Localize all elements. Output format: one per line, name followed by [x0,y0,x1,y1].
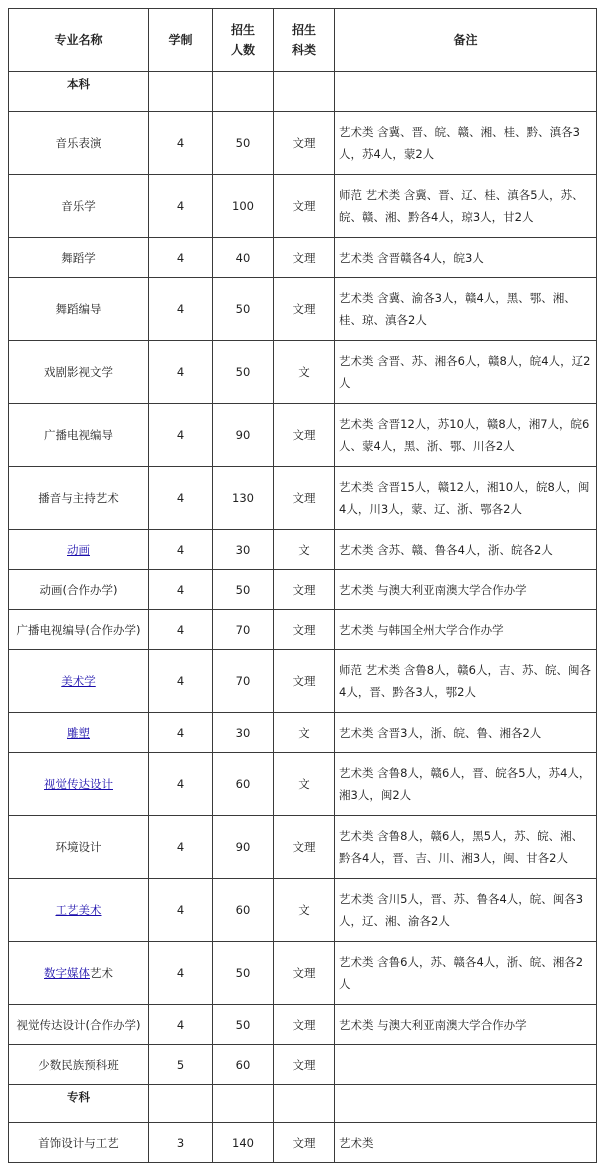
note-cell: 艺术类 含晋15人，赣12人，湘10人，皖8人，闽4人，川3人，蒙、辽、浙、鄂各2人 [335,467,597,530]
quota-cell: 70 [213,610,274,650]
major-name: 动画(合作办学) [9,570,149,610]
table-row [9,570,597,610]
subject-cell: 文 [274,713,335,753]
years-cell: 4 [149,175,213,238]
quota-cell: 30 [213,530,274,570]
years-cell: 4 [149,530,213,570]
note-cell: 师范 艺术类 含鲁8人，赣6人，吉、苏、皖、闽各4人，晋、黔各3人，鄂2人 [335,650,597,713]
admissions-table [8,8,597,1163]
subject-cell: 文理 [274,610,335,650]
major-name-suffix: 艺术 [90,966,113,980]
quota-cell: 60 [213,753,274,816]
subject-cell: 文 [274,530,335,570]
major-name [9,879,149,942]
quota-cell: 60 [213,879,274,942]
major-name [9,650,149,713]
empty-cell [335,1085,597,1123]
years-cell: 4 [149,942,213,1005]
subject-cell: 文理 [274,816,335,879]
years-cell: 4 [149,713,213,753]
subject-cell: 文理 [274,1123,335,1163]
note-cell: 艺术类 含鲁8人，赣6人，黑5人，苏、皖、湘、黔各4人，晋、吉、川、湘3人，闽、甘各2人 [335,816,597,879]
years-cell: 4 [149,1005,213,1045]
table-row [9,650,597,713]
major-link[interactable]: 工艺美术 [55,903,102,917]
major-link[interactable]: 视觉传达设计 [44,777,113,791]
years-cell: 4 [149,112,213,175]
major-link[interactable]: 美术学 [61,674,96,688]
table-row [9,816,597,879]
note-cell: 艺术类 与澳大利亚南澳大学合作办学 [335,1005,597,1045]
years-cell: 4 [149,570,213,610]
major-name [9,753,149,816]
section-label: 专科 [9,1085,149,1123]
table-row [9,713,597,753]
note-cell: 艺术类 含晋、苏、湘各6人，赣8人，皖4人，辽2人 [335,341,597,404]
quota-cell: 70 [213,650,274,713]
table-row [9,112,597,175]
subject-cell: 文理 [274,175,335,238]
major-link[interactable]: 动画 [67,542,90,557]
note-cell: 艺术类 含冀、渝各3人，赣4人，黑、鄂、湘、桂、琼、滇各2人 [335,278,597,341]
note-cell: 艺术类 含苏、赣、鲁各4人，浙、皖各2人 [335,530,597,570]
table-row [9,1005,597,1045]
quota-cell: 50 [213,942,274,1005]
table-row [9,1123,597,1163]
note-cell: 艺术类 与澳大利亚南澳大学合作办学 [335,570,597,610]
years-cell: 4 [149,753,213,816]
header-notes: 备注 [335,9,597,72]
major-name: 视觉传达设计(合作办学) [9,1005,149,1045]
quota-cell: 30 [213,713,274,753]
note-cell: 艺术类 含冀、晋、皖、赣、湘、桂、黔、滇各3人，苏4人，蒙2人 [335,112,597,175]
quota-cell: 50 [213,570,274,610]
subject-cell: 文理 [274,650,335,713]
table-row [9,610,597,650]
major-name: 音乐表演 [9,112,149,175]
subject-cell: 文理 [274,1045,335,1085]
years-cell: 4 [149,467,213,530]
quota-cell: 50 [213,278,274,341]
quota-cell: 140 [213,1123,274,1163]
years-cell: 5 [149,1045,213,1085]
years-cell: 4 [149,278,213,341]
table-row [9,404,597,467]
header-years: 学制 [149,9,213,72]
major-name: 舞蹈学 [9,238,149,278]
note-cell [335,1045,597,1085]
years-cell: 4 [149,650,213,713]
header-quota: 招生 人数 [213,9,274,72]
subject-cell: 文理 [274,112,335,175]
major-name [9,530,149,570]
quota-cell: 50 [213,112,274,175]
major-name: 戏剧影视文学 [9,341,149,404]
major-link[interactable]: 数字媒体 [44,966,90,980]
years-cell: 4 [149,404,213,467]
major-link[interactable]: 雕塑 [67,725,90,740]
quota-cell: 50 [213,341,274,404]
header-row [9,9,597,72]
table-row [9,1045,597,1085]
empty-cell [213,1085,274,1123]
quota-cell: 60 [213,1045,274,1085]
section-row-undergrad [9,72,597,112]
table-row [9,753,597,816]
years-cell: 4 [149,816,213,879]
table-row [9,942,597,1005]
subject-cell: 文理 [274,238,335,278]
subject-cell: 文理 [274,278,335,341]
subject-cell: 文理 [274,570,335,610]
quota-cell: 40 [213,238,274,278]
note-cell: 艺术类 含鲁6人，苏、赣各4人，浙、皖、湘各2人 [335,942,597,1005]
table-row [9,467,597,530]
empty-cell [149,1085,213,1123]
table-row [9,238,597,278]
note-cell: 艺术类 含晋赣各4人，皖3人 [335,238,597,278]
major-name: 音乐学 [9,175,149,238]
subject-cell: 文理 [274,467,335,530]
major-name: 广播电视编导(合作办学) [9,610,149,650]
note-cell: 艺术类 含鲁8人，赣6人，晋、皖各5人，苏4人，湘3人，闽2人 [335,753,597,816]
major-name: 少数民族预科班 [9,1045,149,1085]
subject-cell: 文 [274,341,335,404]
subject-cell: 文理 [274,942,335,1005]
subject-cell: 文 [274,753,335,816]
major-name [9,713,149,753]
note-cell: 艺术类 含川5人，晋、苏、鲁各4人，皖、闽各3人，辽、湘、渝各2人 [335,879,597,942]
major-name: 广播电视编导 [9,404,149,467]
note-cell: 艺术类 与韩国全州大学合作办学 [335,610,597,650]
table-row [9,530,597,570]
header-major: 专业名称 [9,9,149,72]
table-row [9,341,597,404]
years-cell: 3 [149,1123,213,1163]
quota-cell: 50 [213,1005,274,1045]
table-row [9,175,597,238]
major-name [9,942,149,1005]
quota-cell: 90 [213,816,274,879]
header-subject: 招生 科类 [274,9,335,72]
years-cell: 4 [149,879,213,942]
note-cell: 师范 艺术类 含冀、晋、辽、桂、滇各5人，苏、皖、赣、湘、黔各4人，琼3人，甘2人 [335,175,597,238]
quota-cell: 100 [213,175,274,238]
years-cell: 4 [149,341,213,404]
note-cell: 艺术类 含晋12人，苏10人，赣8人，湘7人，皖6人、蒙4人，黑、浙、鄂、川各2人 [335,404,597,467]
major-name: 播音与主持艺术 [9,467,149,530]
quota-cell: 90 [213,404,274,467]
section-label: 本科 [9,72,149,112]
major-name: 舞蹈编导 [9,278,149,341]
quota-cell: 130 [213,467,274,530]
years-cell: 4 [149,610,213,650]
major-name: 环境设计 [9,816,149,879]
note-cell: 艺术类 含晋3人，浙、皖、鲁、湘各2人 [335,713,597,753]
note-cell: 艺术类 [335,1123,597,1163]
table-row [9,879,597,942]
subject-cell: 文 [274,879,335,942]
table-row [9,278,597,341]
empty-cell [274,1085,335,1123]
major-name: 首饰设计与工艺 [9,1123,149,1163]
section-row-college [9,1085,597,1123]
subject-cell: 文理 [274,1005,335,1045]
years-cell: 4 [149,238,213,278]
subject-cell: 文理 [274,404,335,467]
